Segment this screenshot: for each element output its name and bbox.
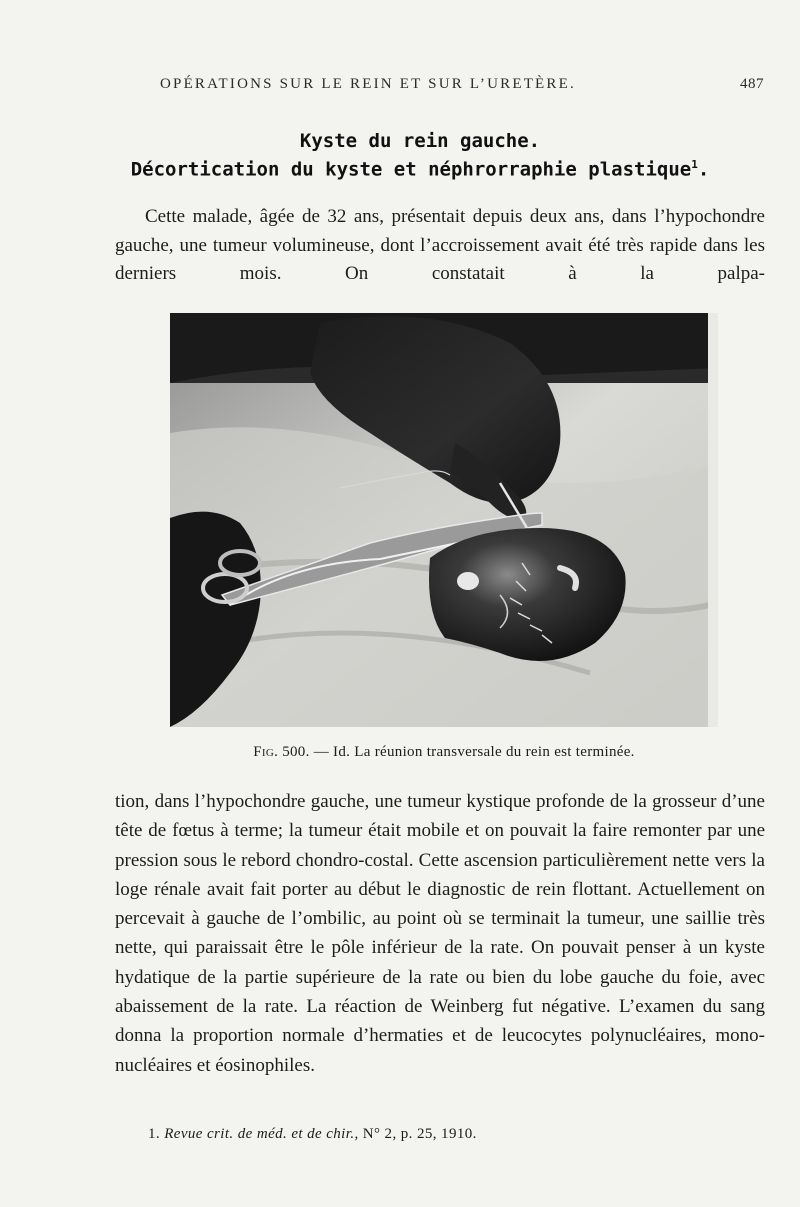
footnote-number: 1.	[148, 1126, 161, 1142]
paragraph-continuation	[115, 787, 765, 1080]
section-title-text: Décortication du kyste et néphrorraphie plastique	[130, 158, 692, 181]
paragraph-intro: Cette malade, âgée de 32 ans, présentait depuis deux ans, dans l’hypochondre gauche, une tumeur volumineuse, dont l’accroissement avait été très rapide dans les derniers mois. On constatait à la palpa-	[115, 206, 765, 284]
section-title-line2	[100, 158, 740, 180]
footnote-source: Revue crit. de méd. et de chir.	[164, 1126, 355, 1142]
figure-label: Fig. 500.	[253, 744, 310, 760]
page-number: 487	[740, 76, 764, 92]
figure-caption-text: — Id. La réunion transversale du rein est terminée.	[309, 744, 635, 760]
footnote-marker: 1	[691, 158, 698, 171]
section-title-line1: Kyste du rein gauche.	[299, 130, 541, 152]
kidney-suture-photo-image	[170, 313, 718, 727]
running-title: OPÉRATIONS SUR LE REIN ET SUR L’URETÈRE.	[160, 76, 576, 92]
section-title-end: .	[697, 158, 710, 181]
footnote	[148, 1126, 477, 1143]
surgical-photograph	[170, 313, 718, 727]
running-head	[160, 76, 770, 93]
figure-caption	[170, 744, 718, 761]
paragraph-continuation-text: tion, dans l’hypochondre gauche, une tumeur kystique profonde de la grosseur d’une tête de fœtus à terme; la tumeur était mobile et on pouvait la faire remonter par une pression sous le rebord chondro-costal. Cette ascension particulièrement nette vers la loge rénale avait fait porter au début le diagnostic de rein flottant. Actuellement on percevait à gauche de l’ombilic, au point où se terminait la tumeur, une saillie très nette, qui paraissait être le pôle inférieur de la rate. On pouvait penser à un kyste hydatique de la partie supérieure de la rate ou bien du lobe gauche du foie, avec abaissement de la rate. La réaction de Weinberg fut négative. L’examen du sang donna la proportion normale d’hermaties et de leucocytes polynucléaires, mono-nucléaires et éosinophiles.	[115, 791, 765, 1076]
footnote-details: , N° 2, p. 25, 1910.	[354, 1126, 477, 1142]
